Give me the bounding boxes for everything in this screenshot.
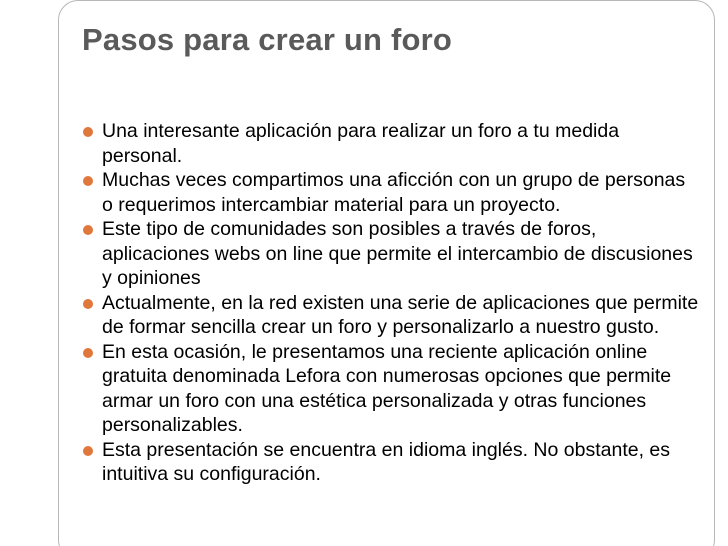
bullet-text: Esta presentación se encuentra en idioma inglés. No obstante, es intuitiva su configuración. xyxy=(102,438,671,485)
bullet-text: Actualmente, en la red existen una serie de aplicaciones que permite de formar sencilla crear un foro y personalizarlo a nuestro gusto. xyxy=(102,291,699,338)
bullet-dot-icon xyxy=(83,225,93,235)
bullet-item xyxy=(81,291,701,340)
bullet-text: Este tipo de comunidades son posibles a través de foros, aplicaciones webs on line que permite el intercambio de discusiones y opiniones xyxy=(102,218,693,289)
bullet-item xyxy=(81,168,701,217)
slide-title: Pasos para crear un foro xyxy=(82,22,453,57)
bullet-dot-icon xyxy=(83,127,93,137)
bullet-dot-icon xyxy=(83,348,93,358)
bullet-item xyxy=(81,340,701,438)
bullet-text: Muchas veces compartimos una aficción con un grupo de personas o requerimos intercambiar material para un proyecto. xyxy=(102,169,686,216)
bullet-dot-icon xyxy=(83,176,93,186)
bullet-text: En esta ocasión, le presentamos una reciente aplicación online gratuita denominada Lefora con numerosas opciones que permite armar un foro con una estética personalizada y otras funciones personalizables. xyxy=(102,340,672,436)
bullet-item xyxy=(81,217,701,291)
bullet-dot-icon xyxy=(83,299,93,309)
bullet-list xyxy=(81,119,701,487)
bullet-text: Una interesante aplicación para realizar un foro a tu medida personal. xyxy=(102,120,620,167)
bullet-item xyxy=(81,119,701,168)
bullet-item xyxy=(81,438,701,487)
bullet-dot-icon xyxy=(83,446,93,456)
